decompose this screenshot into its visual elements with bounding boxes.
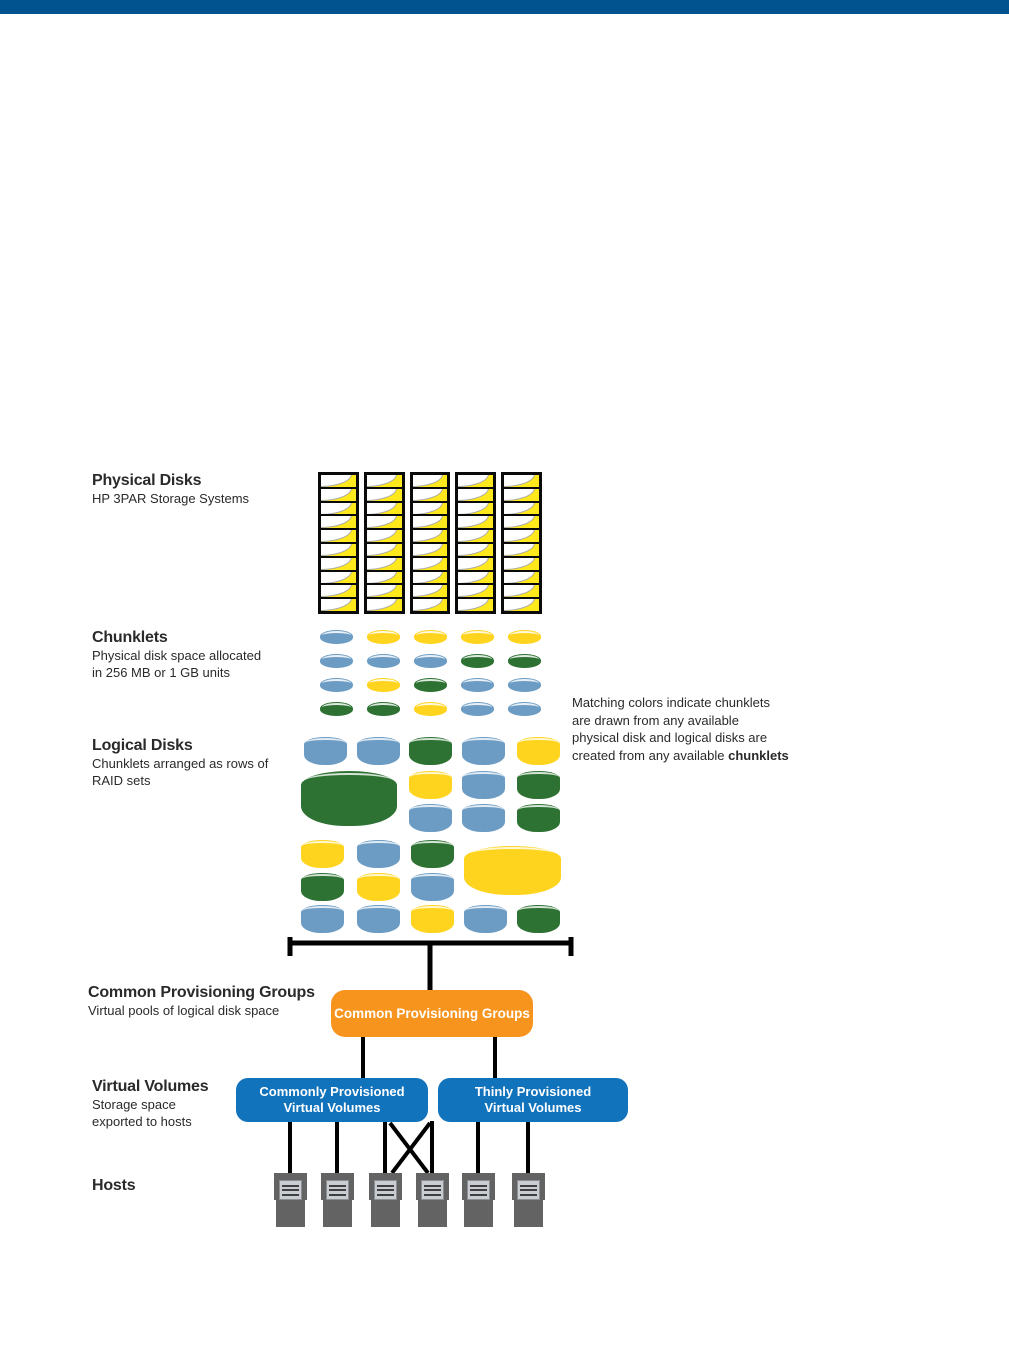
commonly-provisioned-line2: Virtual Volumes <box>283 1100 381 1115</box>
host-tower-icon <box>464 1173 493 1227</box>
note-line4: created from any available chunklets <box>572 747 789 763</box>
note-bold-word: chunklets <box>728 747 789 763</box>
cpg-box <box>331 990 533 1037</box>
host-tower-icon <box>514 1173 543 1227</box>
hosts-title: Hosts <box>92 1177 136 1194</box>
host-tower-icon <box>323 1173 352 1227</box>
thinly-provisioned-line1: Thinly Provisioned <box>474 1084 592 1099</box>
host-vent-panel <box>374 1180 397 1200</box>
logical-disks-title: Logical Disks <box>92 737 193 754</box>
host-tower-icon <box>418 1173 447 1227</box>
host-vent-panel <box>517 1180 540 1200</box>
chunklets-subtitle-line2: in 256 MB or 1 GB units <box>92 665 231 680</box>
note-line3: physical disk and logical disks are <box>572 730 768 746</box>
note-line1: Matching colors indicate chunklets <box>572 695 770 710</box>
physical-disks-title: Physical Disks <box>92 472 202 489</box>
host-vent-panel <box>279 1180 302 1200</box>
cpg-subtitle: Virtual pools of logical disk space <box>88 1003 280 1018</box>
commonly-provisioned-line1: Commonly Provisioned <box>259 1084 405 1099</box>
host-tower-icon <box>276 1173 305 1227</box>
cpg-box-label: Common Provisioning Groups <box>334 1006 530 1021</box>
host-vent-panel <box>467 1180 490 1200</box>
note-line2: are drawn from any available <box>572 712 739 728</box>
logical-disks-subtitle-line1: Chunklets arranged as rows of <box>92 756 269 771</box>
thinly-provisioned-vv-box <box>438 1078 628 1122</box>
host-vent-panel <box>326 1180 349 1200</box>
virtual-volumes-subtitle-line2: exported to hosts <box>92 1114 192 1129</box>
logical-disks-subtitle-line2: RAID sets <box>92 773 151 788</box>
host-tower-icon <box>371 1173 400 1227</box>
virtual-volumes-title: Virtual Volumes <box>92 1078 209 1095</box>
cpg-title: Common Provisioning Groups <box>88 984 315 1001</box>
thinly-provisioned-line2: Virtual Volumes <box>484 1100 582 1115</box>
virtual-volumes-subtitle-line1: Storage space <box>92 1097 176 1112</box>
commonly-provisioned-vv-box <box>236 1078 428 1122</box>
physical-disks-subtitle: HP 3PAR Storage Systems <box>92 491 250 506</box>
host-vent-panel <box>421 1180 444 1200</box>
chunklets-title: Chunklets <box>92 629 168 646</box>
chunklets-subtitle-line1: Physical disk space allocated <box>92 648 262 663</box>
